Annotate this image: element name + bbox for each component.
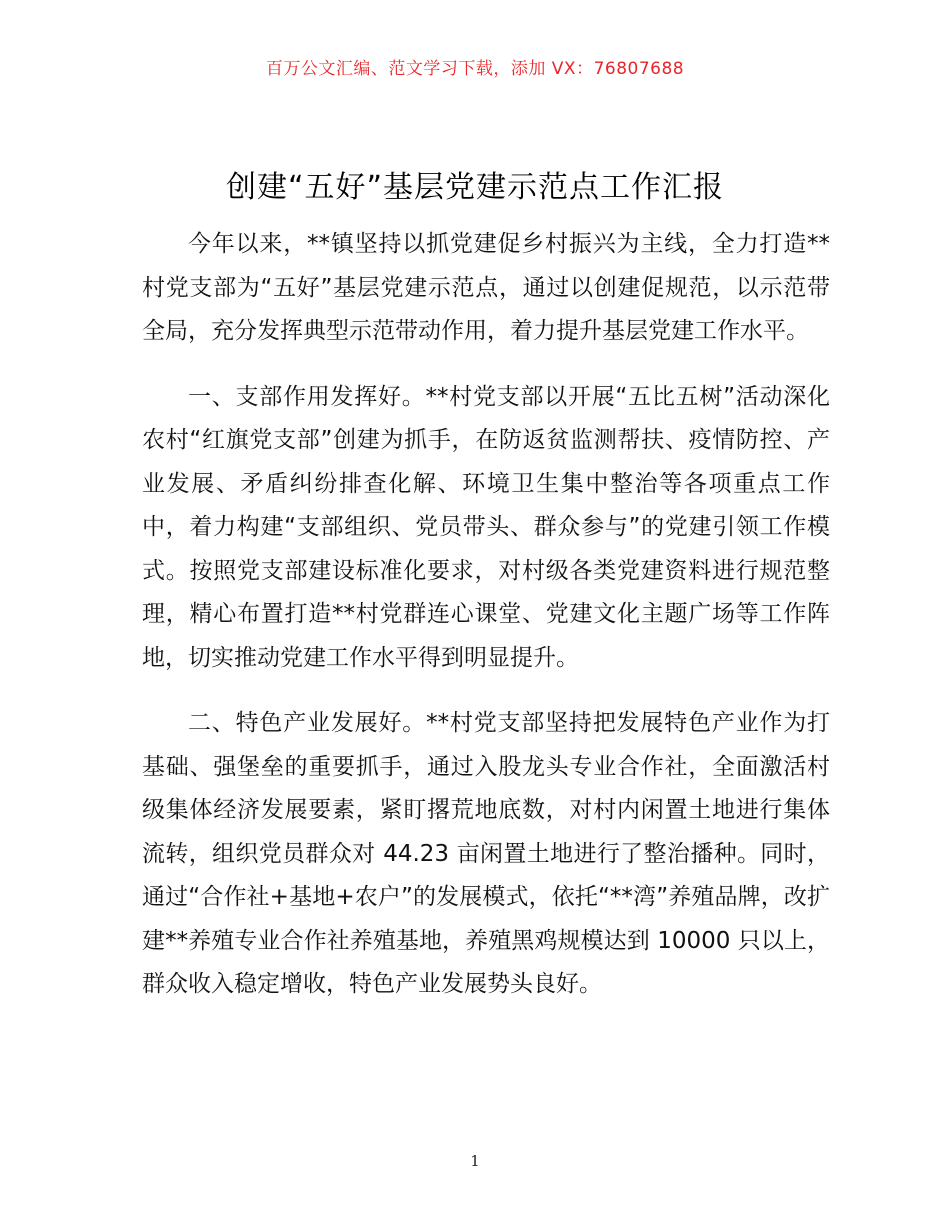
document-body: [142, 223, 830, 1029]
paragraph-section-one: 一、支部作用发挥好。**村党支部以开展“五比五树”活动深化农村“红旗党支部”创建为抓手，在防返贫监测帮扶、疫情防控、产业发展、矛盾纠纷排查化解、环境卫生集中整治等各项重点工作中，着力构建“支部组织、党员带头、群众参与”的党建引领工作模式。按照党支部建设标准化要求，对村级各类党建资料进行规范整理，精心布置打造**村党群连心课堂、党建文化主题广场等工作阵地，切实推动党建工作水平得到明显提升。: [142, 383, 830, 671]
document-title: 创建“五好”基层党建示范点工作汇报: [225, 170, 725, 205]
paragraph-section-two: 二、特色产业发展好。**村党支部坚持把发展特色产业作为打基础、强堡垒的重要抓手，通过入股龙头专业合作社，全面激活村级集体经济发展要素，紧盯撂荒地底数，对村内闲置土地进行集体流转，组织党员群众对 44.23 亩闲置土地进行了整治播种。同时，通过“合作社+基地+农户”的发展模式，依托“**湾”养殖品牌，改扩建**养殖专业合作社养殖基地，养殖黑鸡规模达到 10000 只以上，群众收入稳定增收，特色产业发展势头良好。: [142, 710, 830, 997]
paragraph-intro: 今年以来，**镇坚持以抓党建促乡村振兴为主线，全力打造**村党支部为“五好”基层党建示范点，通过以创建促规范，以示范带全局，充分发挥典型示范带动作用，着力提升基层党建工作水平。: [142, 231, 830, 344]
page-number: 1: [470, 1152, 480, 1170]
watermark-banner: 百万公文汇编、范文学习下载，添加 VX：76807688: [265, 59, 685, 79]
